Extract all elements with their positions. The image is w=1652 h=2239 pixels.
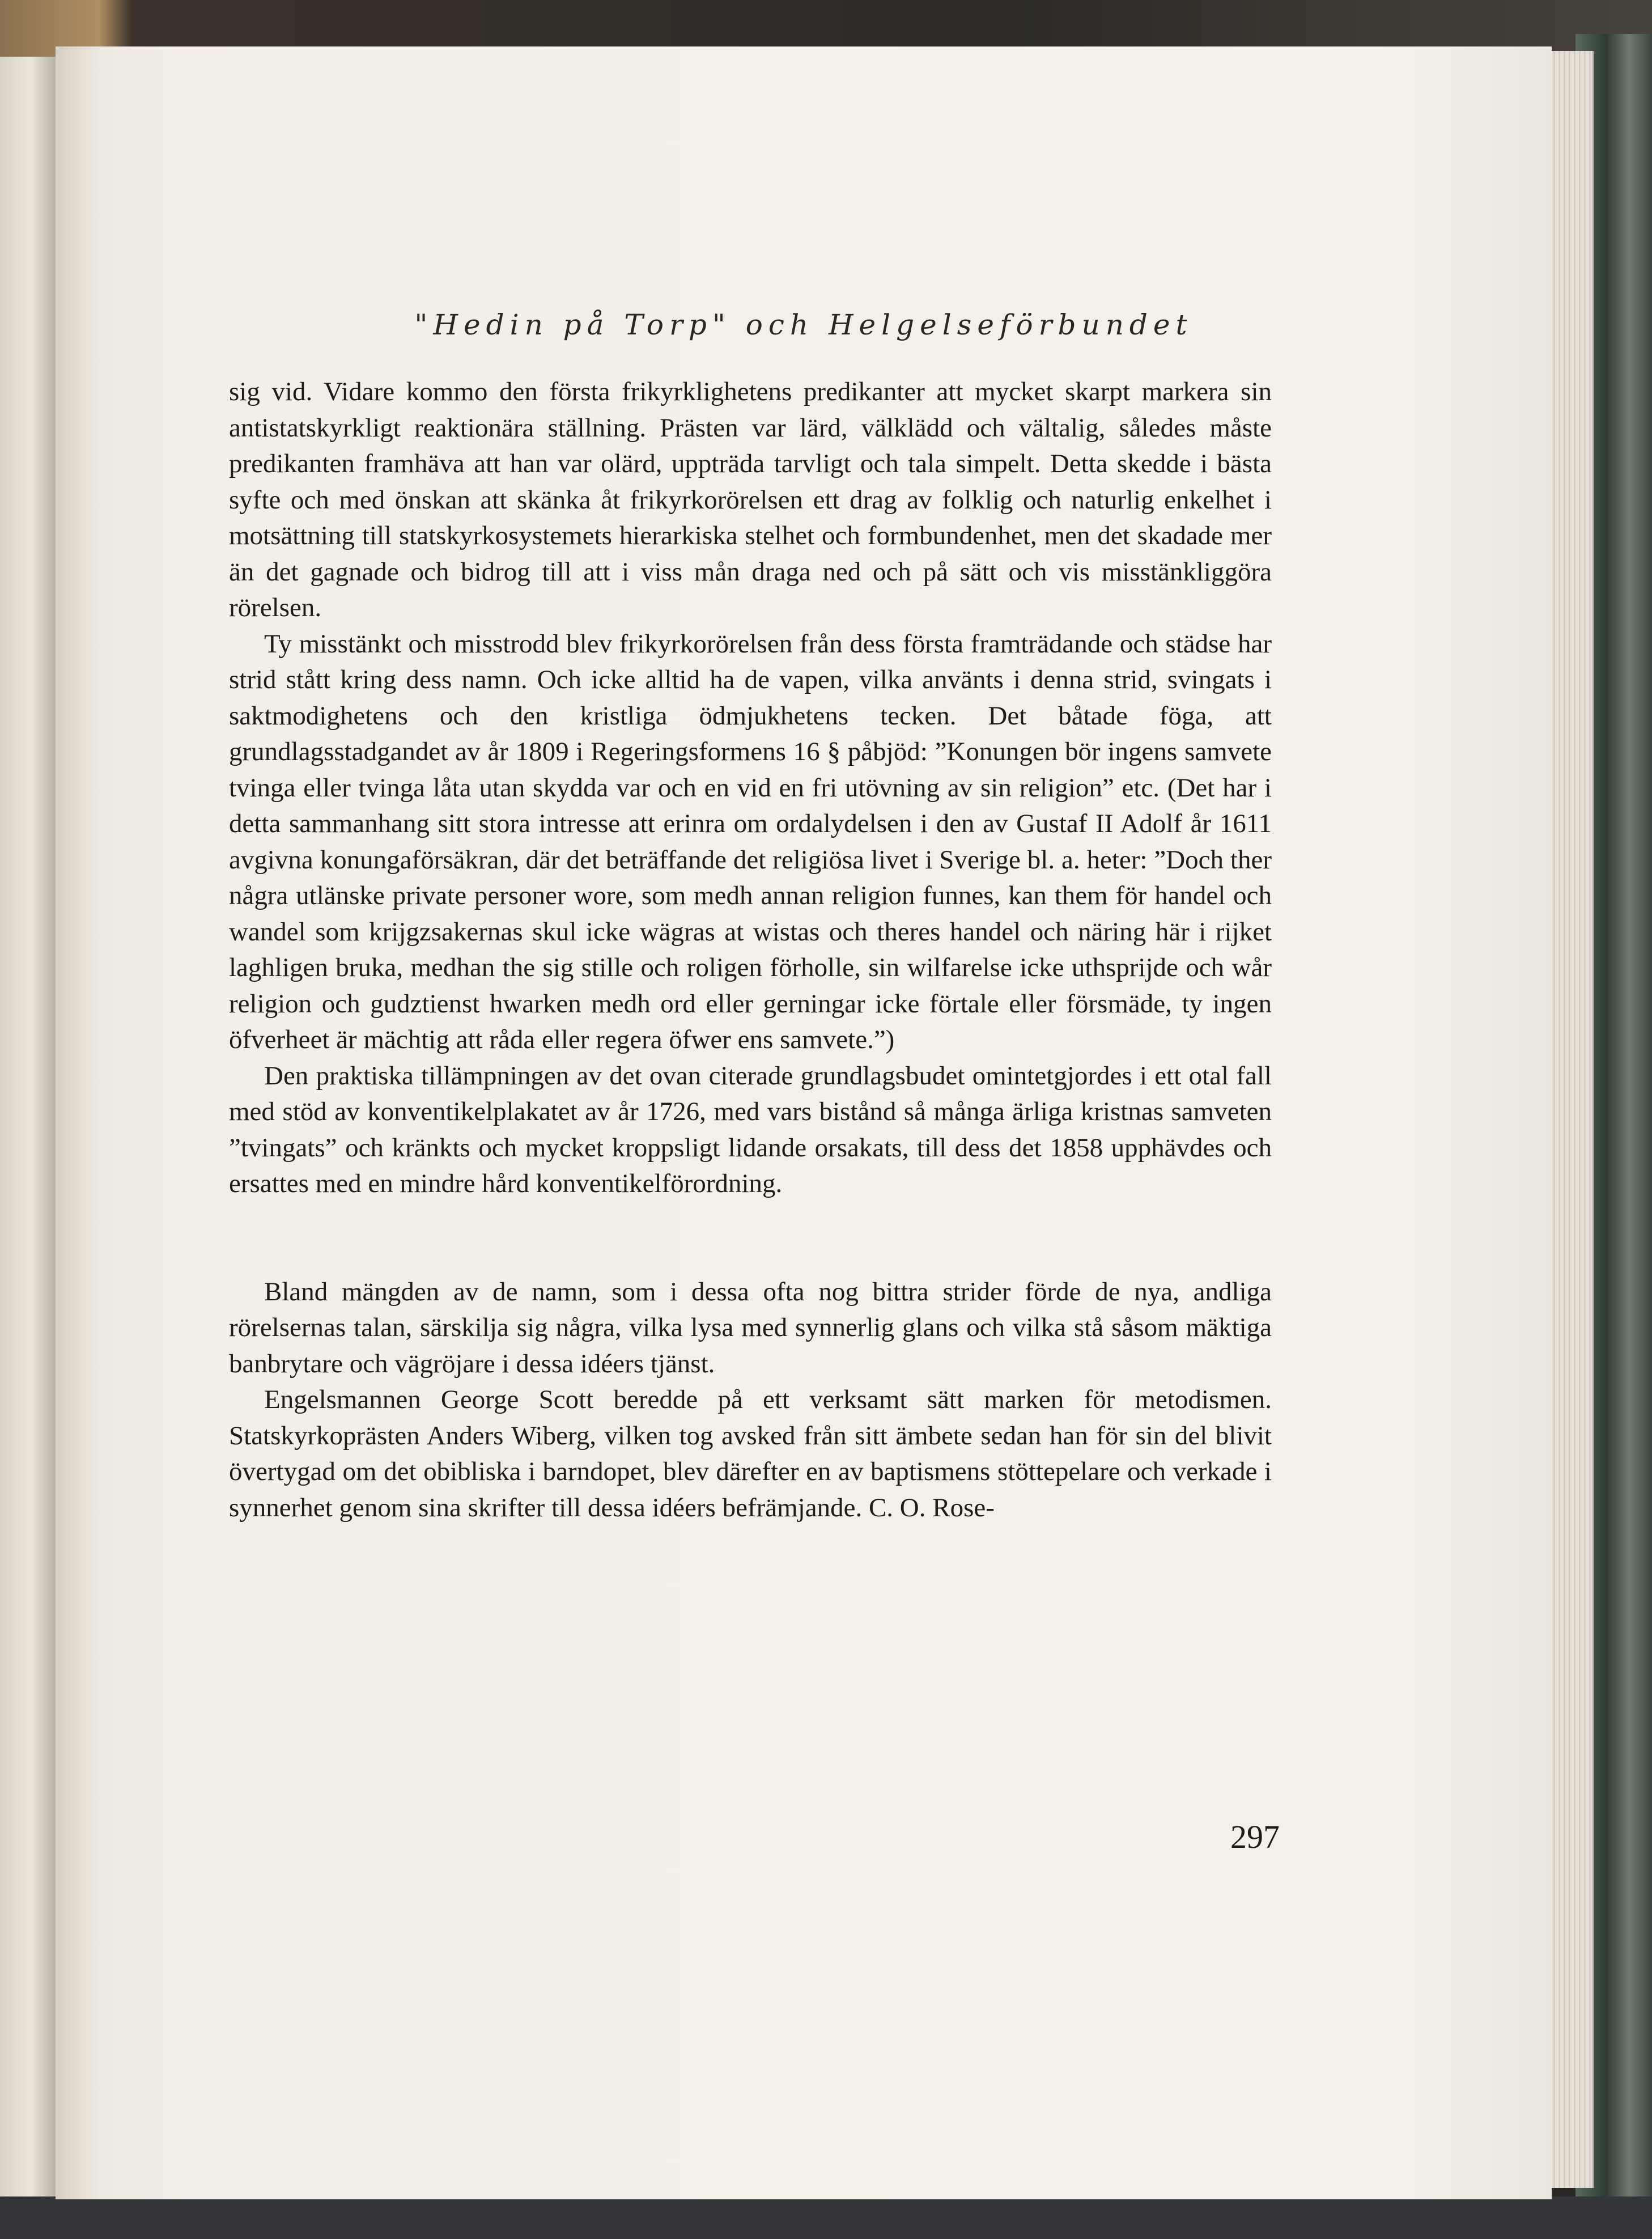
paragraph: Bland mängden av de namn, som i dessa ofta nog bittra strider förde de nya, andliga rörelsernas talan, särskilja sig några, vilka lysa med synnerlig glans och vilka stå såsom mäktiga banbrytare och vägröjare i dessa idéers tjänst. [229, 1277, 1272, 1379]
facing-page-edge [0, 57, 56, 2196]
running-header: "Hedin på Torp" och Helgelseförbundet [414, 308, 1193, 341]
paragraph: Engelsmannen George Scott beredde på ett verksamt sätt marken för metodismen. Statskyrkoprästen Anders Wiberg, vilken tog avsked från sitt ämbete sedan han för sin del blivit övertygad om det obibliska i barndopet, blev därefter en av baptismens stöttepelare och verkade i synnerhet genom sina skrifter till dessa idéers befrämjande. C. O. Rose- [229, 1385, 1272, 1523]
book-page [56, 46, 1552, 2199]
paragraph: Den praktiska tillämpningen av det ovan citerade grundlagsbudet omintetgjordes i ett otal fall med stöd av konventikelplakatet av år 1726, med vars bistånd så många ärliga kristnas samveten ”tvingats” och kränkts och mycket kroppsligt lidande orsakats, till dess det 1858 upphävdes och ersattes med en mindre hård konventikelförordning. [229, 1061, 1272, 1198]
paragraph: sig vid. Vidare kommo den första frikyrklighetens predikanter att mycket skarpt markera sin antistatskyrkligt reaktionära ställning. Prästen var lärd, välklädd och vältalig, således måste predikanten framhäva att han var olärd, uppträda tarvligt och tala simpelt. Detta skedde i bästa syfte och med önskan att skänka åt frikyrkorörelsen ett drag av folklig och naturlig enkelhet i motsättning till statskyrkosystemets hierarkiska stelhet och formbundenhet, men det skadade mer än det gagnade och bidrog till att i viss mån draga ned och på sätt och vis misstänkliggöra rörelsen. [229, 377, 1272, 622]
page-number: 297 [1230, 1818, 1280, 1855]
paragraph: Ty misstänkt och misstrodd blev frikyrkorörelsen från dess första framträdande och städse har strid stått kring dess namn. Och icke alltid ha de vapen, vilka använts i denna strid, svingats i saktmodighetens och den kristliga ödmjukhetens tecken. Det båtade föga, att grundlagsstadgandet av år 1809 i Regeringsformens 16 § påbjöd: ”Konungen bör ingens samvete tvinga eller tvinga låta utan skydda var och en vid en fri utövning av sin religion” etc. (Det har i detta sammanhang sitt stora intresse att erinra om ordalydelsen i den av Gustaf II Adolf år 1611 avgivna konungaförsäkran, där det beträffande det religiösa livet i Sverige bl. a. heter: ”Doch ther några utlänske private personer wore, som medh annan religion funnes, kan them för handel och wandel som krijgzsakernas skul icke wägras at wistas och theres handel och näring här i rijket laghligen bruka, medhan the sig stille och roligen förholle, sin wilfarelse icke uthsprijde och wår religion och gudztienst hwarken medh ord eller gerningar icke förtale eller försmäde, ty ingen öfverheet är mächtig att råda eller regera öfwer ens samvete.”) [229, 629, 1272, 1054]
desk-background-bottom [0, 2196, 1652, 2239]
body-text [229, 374, 1272, 1526]
